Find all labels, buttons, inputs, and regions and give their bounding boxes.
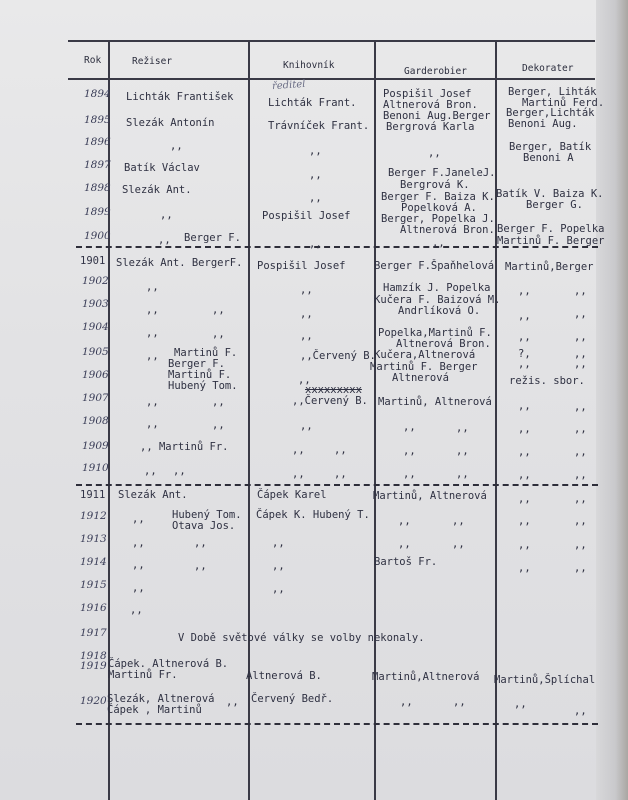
entry: ,,	[518, 446, 531, 458]
entry: ,,	[146, 418, 159, 430]
war-note: V Době světové války se volby nekonaly.	[178, 632, 425, 644]
entry: ,,	[212, 396, 225, 408]
entry: Berger, Batík	[509, 141, 592, 153]
entry: ,,Červený B.	[292, 395, 368, 407]
entry: Martinů,Šplíchal	[494, 674, 596, 686]
entry: ,,	[518, 400, 531, 412]
year-label: 1903	[82, 298, 109, 310]
entry: ,,Červený B.	[300, 350, 376, 362]
entry: ,,	[518, 562, 531, 574]
entry: ,,	[452, 515, 465, 527]
entry: ,,	[518, 310, 531, 322]
entry: Bergrová K.	[400, 179, 470, 191]
entry: Martinů, Altnerová	[378, 396, 492, 408]
entry: ,,	[334, 468, 347, 480]
entry: ,,	[518, 285, 531, 297]
entry: ,,	[518, 423, 531, 435]
entry: Martinů,Altnerová	[372, 671, 480, 683]
entry: ,,	[456, 468, 469, 480]
entry: Slezák Ant. BergerF.	[116, 257, 243, 269]
entry: ,,	[212, 304, 225, 316]
entry: ,,	[146, 327, 159, 339]
entry: Lichták Frant.	[268, 97, 357, 109]
entry: Berger F.	[184, 232, 241, 244]
year-label: 1910	[82, 462, 109, 474]
entry: ,,	[272, 583, 285, 595]
entry: Martinů Fr.	[108, 669, 178, 681]
column-divider-garderobier	[495, 40, 497, 800]
year-label: 1915	[80, 579, 107, 591]
entry: ,,	[428, 147, 441, 159]
entry: Martinů, Altnerová	[373, 490, 487, 502]
entry: Berger G.	[526, 199, 583, 211]
entry: ,,	[403, 445, 416, 457]
entry: Berger F. Popelka	[497, 223, 605, 235]
header-separator	[68, 78, 595, 80]
entry: ,,	[518, 493, 531, 505]
entry: Batík Václav	[124, 162, 200, 174]
entry: ,,	[300, 308, 313, 320]
entry: Slezák, Altnerová	[107, 693, 215, 705]
entry: ,,	[574, 562, 587, 574]
entry: Berger F.	[168, 358, 225, 370]
entry: Trávníček Frant.	[268, 120, 370, 132]
entry: Slezák Ant.	[118, 489, 188, 501]
year-label: 1919	[80, 660, 107, 672]
year-label: 1898	[84, 182, 111, 194]
entry: režis. sbor.	[509, 375, 585, 387]
entry: ,,	[518, 358, 531, 370]
entry: ,,	[574, 401, 587, 413]
entry: ,,	[194, 560, 207, 572]
entry: ,,	[309, 192, 322, 204]
entry: ,,	[398, 538, 411, 550]
entry: Martinů F. Berger	[497, 235, 605, 247]
entry: Slezák Antonín	[126, 117, 215, 129]
entry: ,,	[518, 515, 531, 527]
entry: ,,	[398, 515, 411, 527]
year-label: 1907	[82, 392, 109, 404]
year-label: 1909	[82, 440, 109, 452]
separator-1920-end	[76, 723, 598, 725]
entry: ,,	[518, 469, 531, 481]
entry: Pospišil Josef	[383, 88, 472, 100]
entry: ,,	[300, 420, 313, 432]
entry: ,,	[574, 348, 587, 360]
handwritten-note: ředitel	[271, 78, 306, 93]
entry: Berger, Lihták	[508, 86, 597, 98]
entry: ,,	[518, 331, 531, 343]
entry: ,,	[146, 281, 159, 293]
entry: Čápek K. Hubený T.	[256, 509, 370, 521]
year-label: 1905	[82, 346, 109, 358]
entry: Lichták František	[126, 91, 234, 103]
entry: Benoni Aug.Berger	[383, 110, 491, 122]
entry: Čápek. Altnerová B.	[108, 658, 229, 670]
entry: ,,	[146, 304, 159, 316]
year-label: 1916	[80, 602, 107, 614]
entry: Batík V. Baiza K.	[496, 188, 604, 200]
entry: Slezák Ant.	[122, 184, 192, 196]
header-knihovnik: Knihovník	[283, 60, 335, 71]
year-label: 1917	[80, 627, 107, 639]
entry: ,,	[300, 330, 313, 342]
year-label: 1908	[82, 415, 109, 427]
entry: Martinů F.	[168, 369, 232, 381]
entry: ,,	[574, 493, 587, 505]
year-label: 1902	[82, 275, 109, 287]
entry: ,,	[400, 696, 413, 708]
entry: Altnerová B.	[246, 670, 322, 682]
separator-1910-1911	[76, 484, 598, 486]
entry: ,, Martinů Fr.	[140, 441, 229, 453]
header-rok: Rok	[84, 55, 102, 66]
year-label: 1904	[82, 321, 109, 333]
entry: ,,	[158, 234, 171, 246]
page-stack-edge	[596, 0, 628, 800]
entry: ,,	[300, 284, 313, 296]
entry: Berger, Popelka J.	[381, 213, 495, 225]
entry: ,,	[574, 446, 587, 458]
entry: Otava Jos.	[172, 520, 236, 532]
entry: ?,	[518, 348, 531, 360]
entry: ,,	[146, 396, 159, 408]
entry: Berger,Lichták	[506, 107, 595, 119]
entry: ,,	[309, 238, 322, 250]
entry: Kučera F. Baizová M.	[374, 294, 501, 306]
entry: Bergrová Karla	[386, 121, 475, 133]
entry: ,,	[574, 515, 587, 527]
entry: ,,	[309, 169, 322, 181]
year-label: 1920	[80, 695, 107, 707]
column-divider-reziser	[248, 40, 250, 800]
year-label: 1895	[84, 114, 111, 126]
entry: Martinů F.	[174, 347, 238, 359]
entry: ,,	[194, 537, 207, 549]
entry: Altnerová Bron.	[383, 99, 478, 111]
entry: Andrlíková O.	[398, 305, 481, 317]
entry: Kučera,Altnerová	[374, 349, 476, 361]
year-label: 1913	[80, 533, 107, 545]
entry: Hubený Tom.	[172, 509, 242, 521]
entry: Altnerová	[392, 372, 449, 384]
entry: Berger F.Špaňhelová	[374, 260, 495, 272]
entry: Červený Bedř.	[251, 693, 334, 705]
entry: ,,	[212, 419, 225, 431]
entry: ,,	[272, 560, 285, 572]
entry: Hamzík J. Popelka	[383, 282, 491, 294]
entry: ,,	[132, 582, 145, 594]
entry: ,,	[574, 331, 587, 343]
entry: ,,	[298, 374, 311, 386]
year-label: 1911	[80, 489, 106, 501]
year-label: 1896	[84, 136, 111, 148]
entry: ,,	[452, 538, 465, 550]
entry: ,,	[132, 559, 145, 571]
column-divider-knihovnik	[374, 40, 376, 800]
entry: ,,	[574, 285, 587, 297]
entry: ,,	[212, 328, 225, 340]
entry: xxxxxxxxx	[305, 384, 362, 396]
entry: Altnerová Bron.	[400, 224, 495, 236]
entry: ,,	[574, 358, 587, 370]
entry: Berger F.JanelеJ.	[388, 167, 496, 179]
year-label: 1906	[82, 369, 109, 381]
entry: Pospišil Josef	[262, 210, 351, 222]
entry: Berger F. Baiza K.	[381, 191, 495, 203]
entry: ,,	[130, 604, 143, 616]
entry: Benoni Aug.	[508, 118, 578, 130]
entry: ,,	[292, 468, 305, 480]
entry: Benoni A	[523, 152, 574, 164]
entry: ,,	[403, 421, 416, 433]
entry: Čápek , Martinů	[107, 704, 202, 716]
entry: ,,	[173, 465, 186, 477]
entry: ,,	[132, 537, 145, 549]
year-label: 1912	[80, 510, 107, 522]
entry: Martinů Ferd.	[522, 97, 605, 109]
entry: ,,	[309, 145, 322, 157]
entry: ,,	[132, 513, 145, 525]
year-label: 1897	[84, 159, 111, 171]
entry: Martinů,Berger	[505, 261, 594, 273]
entry: Popelka,Martinů F.	[378, 327, 492, 339]
year-label: 1914	[80, 556, 107, 568]
entry: Martinů F. Berger	[370, 361, 478, 373]
year-label: 1899	[84, 206, 111, 218]
header-reziser: Režiser	[132, 56, 173, 67]
table-top-border	[68, 40, 595, 42]
entry: ,,	[226, 696, 239, 708]
entry: ,,	[334, 444, 347, 456]
entry: Pospišil Josef	[257, 260, 346, 272]
year-label: 1894	[84, 88, 111, 100]
entry: ,,	[514, 698, 527, 710]
year-label: 1900	[84, 230, 111, 242]
entry: Čápek Karel	[257, 489, 327, 501]
entry: ,,	[456, 445, 469, 457]
entry: ,,	[272, 537, 285, 549]
entry: ,,	[160, 209, 173, 221]
entry: ,,	[432, 237, 445, 249]
entry: ,,	[456, 422, 469, 434]
entry: ,,	[170, 140, 183, 152]
entry: ,,	[574, 423, 587, 435]
entry: ,,	[518, 539, 531, 551]
year-label: 1901	[80, 255, 106, 267]
entry: ,,	[403, 468, 416, 480]
entry: Altnerová Bron.	[396, 338, 491, 350]
entry: ,,	[146, 350, 159, 362]
header-dekorater: Dekorater	[522, 63, 574, 74]
entry: ,,	[574, 705, 587, 717]
entry: Hubený Tom.	[168, 380, 238, 392]
entry: ,,	[453, 696, 466, 708]
entry: ,,	[144, 465, 157, 477]
entry: Popelková A.	[401, 202, 477, 214]
entry: ,,	[574, 469, 587, 481]
entry: Bartoš Fr.	[374, 556, 438, 568]
entry: ,,	[574, 539, 587, 551]
header-garderobier: Garderobier	[404, 66, 467, 77]
year-label: 1918	[80, 650, 107, 662]
entry: ,,	[574, 308, 587, 320]
entry: ,,	[292, 444, 305, 456]
